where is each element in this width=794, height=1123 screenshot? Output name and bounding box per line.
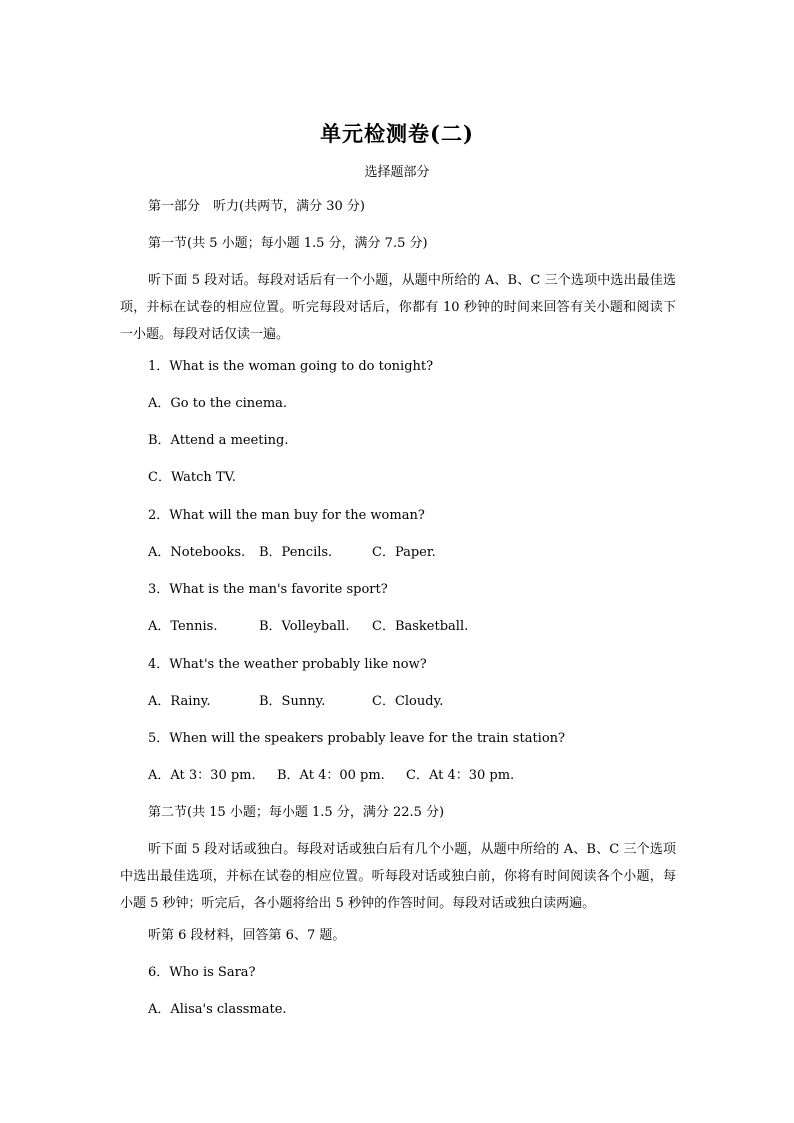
q3-option-b: B．Volleyball.	[259, 619, 350, 634]
q3-question: 3．What is the man's favorite sport?	[148, 582, 388, 597]
q3-option-c: C．Basketball.	[372, 619, 469, 634]
material6-intro: 听第 6 段材料，回答第 6、7 题。	[148, 928, 346, 943]
section2-heading: 第二节(共 15 小题；每小题 1.5 分，满分 22.5 分)	[148, 805, 445, 820]
part1-heading: 第一部分 听力(共两节，满分 30 分)	[148, 199, 365, 214]
q5-option-c: C．At 4：30 pm.	[406, 768, 515, 783]
q5-options	[148, 768, 514, 784]
q2-option-c: C．Paper.	[372, 545, 436, 560]
q6-question: 6．Who is Sara?	[148, 965, 256, 980]
q3-options	[148, 619, 468, 635]
q5-option-a: A．At 3：30 pm.	[148, 768, 256, 783]
q4-option-b: B．Sunny.	[259, 694, 326, 709]
page-title: 单元检测卷(二)	[320, 121, 474, 146]
q4-option-c: C．Cloudy.	[372, 694, 444, 709]
q1-option-c: C．Watch TV.	[148, 470, 236, 485]
page-subtitle: 选择题部分	[364, 165, 430, 180]
q4-question: 4．What's the weather probably like now?	[148, 657, 427, 672]
section2-instructions: 听下面 5 段对话或独白。每段对话或独白后有几个小题，从题中所给的 A、B、C 三个选项中选出最佳选项，并标在试卷的相应位置。听每段对话或独白前，你将有时间阅读各个小题，每小题 5 秒钟；听完后，各小题将给出 5 秒钟的作答时间。每段对话或独白读两遍。	[120, 842, 676, 911]
q1-question: 1．What is the woman going to do tonight?	[148, 359, 434, 374]
q3-option-a: A．Tennis.	[148, 619, 218, 634]
q2-option-b: B．Pencils.	[259, 545, 333, 560]
q6-option-a: A．Alisa's classmate.	[148, 1002, 287, 1017]
q4-option-a: A．Rainy.	[148, 694, 211, 709]
q2-option-a: A．Notebooks.	[148, 545, 246, 560]
q5-option-b: B．At 4：00 pm.	[277, 768, 385, 783]
q5-question: 5．When will the speakers probably leave for the train station?	[148, 731, 566, 746]
q2-options	[148, 545, 436, 561]
q1-option-b: B．Attend a meeting.	[148, 433, 289, 448]
section1-instructions: 听下面 5 段对话。每段对话后有一个小题，从题中所给的 A、B、C 三个选项中选出最佳选项，并标在试卷的相应位置。听完每段对话后，你都有 10 秒钟的时间来回答有关小题和阅读下一小题。每段对话仅读一遍。	[120, 273, 676, 342]
q4-options	[148, 694, 443, 710]
q1-option-a: A．Go to the cinema.	[148, 396, 288, 411]
section1-heading: 第一节(共 5 小题；每小题 1.5 分，满分 7.5 分)	[148, 236, 428, 251]
q2-question: 2．What will the man buy for the woman?	[148, 508, 425, 523]
